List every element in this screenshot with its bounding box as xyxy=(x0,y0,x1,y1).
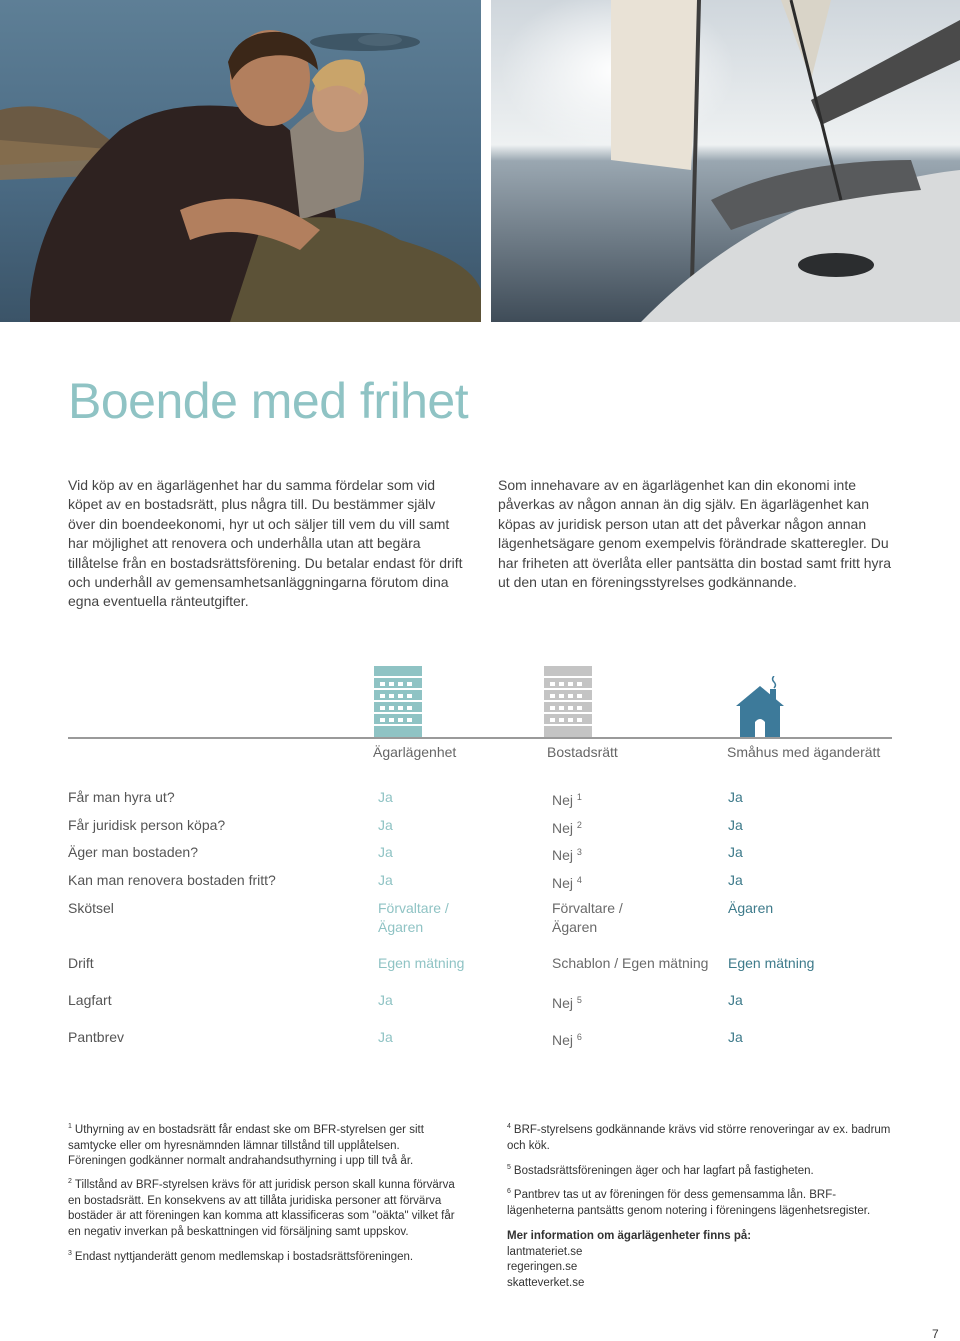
row-label: Äger man bostaden? xyxy=(68,844,198,860)
footnote: $^4$ BRF-styrelsens godkännande krävs vid större renoveringar av ex. badrum och kök. xyxy=(507,1123,891,1152)
cell-agarlagenhet: Ja xyxy=(378,1029,393,1045)
cell-agarlagenhet: Ja xyxy=(378,992,393,1008)
column-header-agarlagenhet: Ägarlägenhet xyxy=(373,744,457,760)
cell-agarlagenhet: Egen mätning xyxy=(378,955,465,971)
intro-left-paragraph: Vid köp av en ägarlägenhet har du samma fördelar som vid köpet av en bostadsrätt, plus några till. Du bestämmer själv över din boendeekonomi, hyr ut och säljer till vem du vill samt har möjlighet att renovera och underhålla utan att begära tillåtelse från en bostadsrättsförening. Du betalar endast för drift och underhåll av gemensamhetsanläggningarna förutom dina egna eventuella ränteutgifter. xyxy=(68,477,463,610)
cell-smahus: Ja xyxy=(728,992,743,1008)
cell-smahus: Ägaren xyxy=(728,900,774,916)
cell-smahus: Ja xyxy=(728,789,743,805)
row-label: Skötsel xyxy=(68,900,114,916)
row-label: Får man hyra ut? xyxy=(68,789,175,805)
page-title: Boende med frihet xyxy=(68,373,469,429)
couple-photo xyxy=(0,0,481,322)
cell-bostadsratt: Nej $^4$ xyxy=(552,875,582,891)
cell-smahus: Ja xyxy=(728,817,743,833)
footnote: $^6$ Pantbrev tas ut av föreningen för dess gemensamma lån. BRF-lägenheterna pantsätts genom notering i föreningens lägenhetsregister. xyxy=(507,1188,871,1217)
row-label: Drift xyxy=(68,955,94,971)
footnote: $^5$ Bostadsrättsföreningen äger och har lagfart på fastigheten. xyxy=(507,1164,814,1177)
row-label: Kan man renovera bostaden fritt? xyxy=(68,872,276,888)
cell-bostadsratt: Nej $^3$ xyxy=(552,847,582,863)
more-info-title: Mer information om ägarlägenheter finns på: xyxy=(507,1230,752,1242)
cell-bostadsratt: Schablon / Egen mätning xyxy=(552,955,709,971)
column-header-smahus: Småhus med äganderätt xyxy=(727,744,881,760)
footnote: $^1$ Uthyrning av en bostadsrätt får endast ske om BFR-styrelsen ger sitt samtycke eller om hyresnämnden lämnar tillstånd till upplåtelsen. Föreningen godkänner normalt andrahandsuthyrning i upp till två år. xyxy=(68,1123,424,1168)
cell-bostadsratt: Nej $^2$ xyxy=(552,820,582,836)
footnote-ref: 3 xyxy=(576,847,582,857)
cell-agarlagenhet: Ja xyxy=(378,844,393,860)
cell-smahus: Egen mätning xyxy=(728,955,815,971)
footnote-ref: 4 xyxy=(576,875,582,885)
cell-agarlagenhet: Ja xyxy=(378,789,393,805)
row-label: Lagfart xyxy=(68,992,112,1008)
footnote-ref: 1 xyxy=(576,792,582,802)
cell-bostadsratt: Nej $^1$ xyxy=(552,792,582,808)
page-number: 7 xyxy=(932,1327,939,1341)
table-divider xyxy=(68,737,892,739)
footnote: $^3$ Endast nyttjanderätt genom medlemskap i bostadsrättsföreningen. xyxy=(68,1250,414,1263)
more-info xyxy=(507,1229,899,1291)
cell-bostadsratt: Nej $^6$ xyxy=(552,1032,582,1048)
link-regeringen[interactable]: regeringen.se xyxy=(507,1261,578,1274)
cell-agarlagenhet: Ja xyxy=(378,872,393,888)
intro-right-paragraph: Som innehavare av en ägarlägenhet kan din ekonomi inte påverkas av någon annan än dig själv. En ägarlägenhet kan köpas av juridisk person utan att det påverkar någon annan lägenhetsägare genom exempelvis förändrade skatteregler. Du har friheten att överlåta eller pantsätta din bostad samt fritt hyra ut den utan en föreningsstyrelses godkännande. xyxy=(498,477,891,591)
row-label: Får juridisk person köpa? xyxy=(68,817,226,833)
apartment-building-icon xyxy=(542,666,594,743)
cell-bostadsratt: Förvaltare / Ägaren xyxy=(552,900,623,935)
cell-bostadsratt: Nej $^5$ xyxy=(552,995,582,1011)
cell-agarlagenhet: Ja xyxy=(378,817,393,833)
cell-smahus: Ja xyxy=(728,844,743,860)
footnote-ref: 5 xyxy=(576,995,582,1005)
cell-smahus: Ja xyxy=(728,872,743,888)
footnote-ref: 2 xyxy=(576,820,582,830)
house-icon xyxy=(734,676,786,743)
cell-smahus: Ja xyxy=(728,1029,743,1045)
footnote-ref: 6 xyxy=(576,1032,582,1042)
link-lantmateriet[interactable]: lantmateriet.se xyxy=(507,1245,583,1258)
row-label: Pantbrev xyxy=(68,1029,125,1045)
sailboat-photo xyxy=(491,0,960,322)
link-skatteverket[interactable]: skatteverket.se xyxy=(507,1276,585,1289)
column-header-bostadsratt: Bostadsrätt xyxy=(547,744,618,760)
cell-agarlagenhet: Förvaltare / Ägaren xyxy=(378,900,449,935)
apartment-building-icon xyxy=(372,666,424,743)
footnote: $^2$ Tillstånd av BRF-styrelsen krävs för att juridisk person skall kunna förvärva en bostadsrätt. En konsekvens av att tillåta juridiska personer att förvärva bostäder är att föreningen kan komma att klassificeras som "oäkta" vilket får en negativ inverkan på beskattningen vid försäljning samt uppskov. xyxy=(68,1178,455,1238)
